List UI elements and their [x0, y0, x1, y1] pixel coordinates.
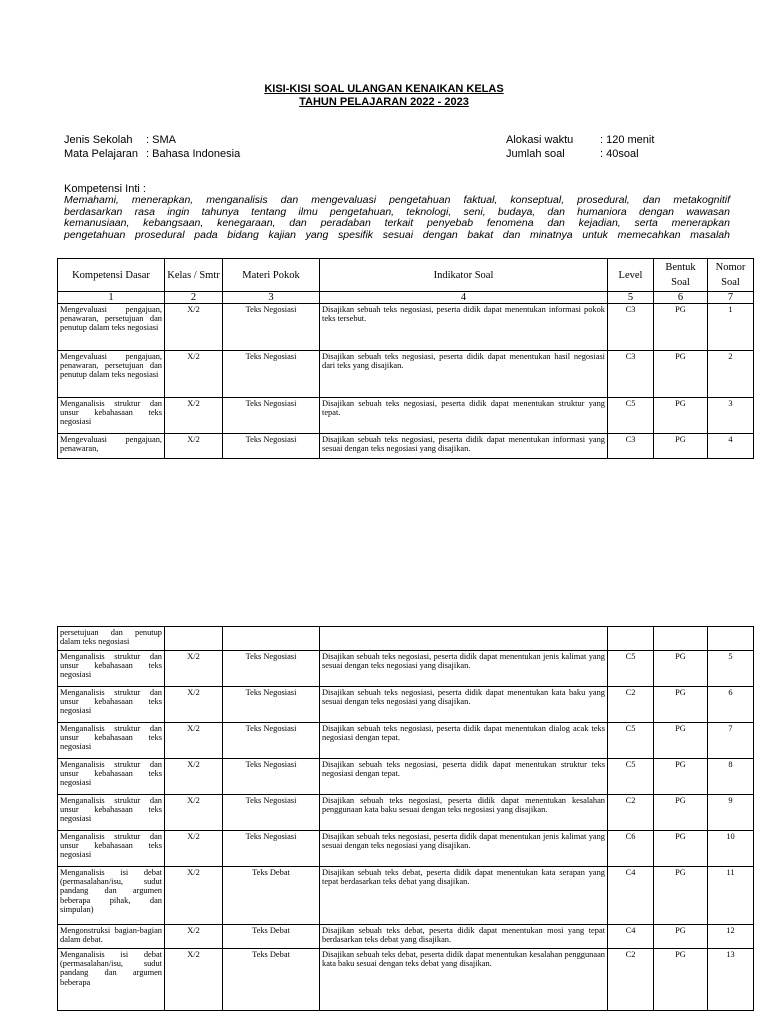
- cell-kompetensi-dasar: persetujuan dan penutup dalam teks negosiasi: [58, 627, 165, 651]
- cell-kompetensi-dasar: Menganalisis struktur dan unsur kebahasaan teks negosiasi: [58, 831, 165, 867]
- column-number: 6: [654, 292, 708, 304]
- cell-nomor-soal: 8: [708, 759, 754, 795]
- header-indikator-soal: Indikator Soal: [320, 259, 608, 292]
- cell-indikator-soal: Disajikan sebuah teks negosiasi, peserta didik dapat menentukan informasi pokok teks tersebut.: [320, 304, 608, 351]
- cell-nomor-soal: 13: [708, 949, 754, 1011]
- cell-materi-pokok: Teks Negosiasi: [223, 723, 320, 759]
- cell-materi-pokok: Teks Negosiasi: [223, 687, 320, 723]
- cell-kompetensi-dasar: Menganalisis struktur dan unsur kebahasaan teks negosiasi: [58, 759, 165, 795]
- cell-indikator-soal: Disajikan sebuah teks negosiasi, peserta didik dapat menentukan struktur yang tepat.: [320, 398, 608, 434]
- cell-kelas-smtr: X/2: [165, 651, 223, 687]
- table-row: [58, 949, 754, 1011]
- table-row: [58, 687, 754, 723]
- column-number: 7: [708, 292, 754, 304]
- cell-indikator-soal: Disajikan sebuah teks negosiasi, peserta didik dapat menentukan informasi yang sesuai dengan teks negosiasi yang disajikan.: [320, 434, 608, 459]
- cell-kompetensi-dasar: Mengevaluasi pengajuan, penawaran, persetujuan dan penutup dalam teks negosiasi: [58, 351, 165, 398]
- cell-materi-pokok: Teks Negosiasi: [223, 434, 320, 459]
- cell-level: C2: [608, 687, 654, 723]
- cell-kompetensi-dasar: Menganalisis struktur dan unsur kebahasaan teks negosiasi: [58, 795, 165, 831]
- cell-level: C5: [608, 651, 654, 687]
- cell-bentuk-soal: PG: [654, 351, 708, 398]
- kisi-kisi-table-page-1: [57, 258, 754, 459]
- header-nomor-soal: Nomor Soal: [708, 259, 754, 292]
- cell-kelas-smtr: X/2: [165, 925, 223, 949]
- table-row: [58, 304, 754, 351]
- column-number: 1: [58, 292, 165, 304]
- cell-nomor-soal: 3: [708, 398, 754, 434]
- cell-nomor-soal: [708, 627, 754, 651]
- header-materi-pokok: Materi Pokok: [223, 259, 320, 292]
- cell-bentuk-soal: PG: [654, 723, 708, 759]
- cell-kelas-smtr: X/2: [165, 831, 223, 867]
- title-line-1: KISI-KISI SOAL ULANGAN KENAIKAN KELAS: [264, 83, 504, 95]
- cell-indikator-soal: Disajikan sebuah teks debat, peserta didik dapat menentukan mosi yang tepat berdasarkan teks debat yang disajikan.: [320, 925, 608, 949]
- cell-kompetensi-dasar: Menganalisis struktur dan unsur kebahasaan teks negosiasi: [58, 723, 165, 759]
- cell-bentuk-soal: PG: [654, 434, 708, 459]
- alokasi-label: Alokasi waktu: [506, 134, 574, 146]
- cell-materi-pokok: Teks Negosiasi: [223, 398, 320, 434]
- cell-kelas-smtr: X/2: [165, 304, 223, 351]
- jenis-sekolah-value: : SMA: [146, 134, 176, 146]
- document-title: [0, 83, 768, 109]
- table-row: [58, 651, 754, 687]
- cell-bentuk-soal: PG: [654, 949, 708, 1011]
- cell-materi-pokok: Teks Negosiasi: [223, 304, 320, 351]
- cell-materi-pokok: Teks Negosiasi: [223, 651, 320, 687]
- title-line-2: TAHUN PELAJARAN 2022 - 2023: [299, 96, 469, 108]
- cell-kompetensi-dasar: Menganalisis isi debat (permasalahan/isu, sudut pandang dan argumen beberapa: [58, 949, 165, 1011]
- cell-level: C3: [608, 304, 654, 351]
- cell-kompetensi-dasar: Menganalisis struktur dan unsur kebahasaan teks negosiasi: [58, 398, 165, 434]
- cell-level: C5: [608, 759, 654, 795]
- cell-indikator-soal: Disajikan sebuah teks negosiasi, peserta didik dapat menentukan dialog acak teks negosiasi dengan tepat.: [320, 723, 608, 759]
- cell-indikator-soal: Disajikan sebuah teks negosiasi, peserta didik dapat menentukan jenis kalimat yang sesuai dengan teks negosiasi yang disajikan.: [320, 831, 608, 867]
- cell-indikator-soal: Disajikan sebuah teks negosiasi, peserta didik dapat menentukan jenis kalimat yang sesuai dengan teks negosiasi yang disajikan.: [320, 651, 608, 687]
- cell-level: C2: [608, 949, 654, 1011]
- cell-kelas-smtr: [165, 627, 223, 651]
- cell-materi-pokok: Teks Debat: [223, 867, 320, 925]
- cell-kelas-smtr: X/2: [165, 795, 223, 831]
- cell-nomor-soal: 1: [708, 304, 754, 351]
- cell-level: C6: [608, 831, 654, 867]
- column-number: 3: [223, 292, 320, 304]
- cell-kelas-smtr: X/2: [165, 723, 223, 759]
- cell-kompetensi-dasar: Menganalisis struktur dan unsur kebahasaan teks negosiasi: [58, 687, 165, 723]
- mata-pelajaran-label: Mata Pelajaran: [64, 148, 138, 160]
- cell-kelas-smtr: X/2: [165, 434, 223, 459]
- table-row: [58, 398, 754, 434]
- cell-level: C3: [608, 351, 654, 398]
- cell-kompetensi-dasar: Menganalisis isi debat (permasalahan/isu, sudut pandang dan argumen beberapa pihak, dan simpulan): [58, 867, 165, 925]
- cell-level: C4: [608, 925, 654, 949]
- table-row: [58, 627, 754, 651]
- cell-bentuk-soal: PG: [654, 398, 708, 434]
- kompetensi-inti-label: Kompetensi Inti :: [64, 183, 146, 195]
- table-row: [58, 867, 754, 925]
- cell-materi-pokok: Teks Debat: [223, 949, 320, 1011]
- column-number: 4: [320, 292, 608, 304]
- cell-level: [608, 627, 654, 651]
- cell-materi-pokok: [223, 627, 320, 651]
- cell-indikator-soal: Disajikan sebuah teks negosiasi, peserta didik dapat menentukan kata baku yang sesuai dengan teks negosiasi yang disajikan.: [320, 687, 608, 723]
- cell-kompetensi-dasar: Mengevaluasi pengajuan, penawaran, persetujuan dan penutup dalam teks negosiasi: [58, 304, 165, 351]
- kompetensi-inti-line: berdasarkan rasa ingin tahunya tentang ilmu pengetahuan, teknologi, seni, budaya, dan humaniora dengan wawasan: [64, 205, 730, 218]
- cell-kelas-smtr: X/2: [165, 949, 223, 1011]
- cell-materi-pokok: Teks Negosiasi: [223, 795, 320, 831]
- cell-kompetensi-dasar: Mengonstruksi bagian-bagian dalam debat.: [58, 925, 165, 949]
- table-row: [58, 925, 754, 949]
- cell-bentuk-soal: PG: [654, 687, 708, 723]
- cell-level: C3: [608, 434, 654, 459]
- cell-nomor-soal: 11: [708, 867, 754, 925]
- cell-bentuk-soal: PG: [654, 651, 708, 687]
- jenis-sekolah-label: Jenis Sekolah: [64, 134, 133, 146]
- cell-kelas-smtr: X/2: [165, 351, 223, 398]
- cell-bentuk-soal: PG: [654, 795, 708, 831]
- cell-bentuk-soal: PG: [654, 304, 708, 351]
- cell-level: C4: [608, 867, 654, 925]
- cell-indikator-soal: [320, 627, 608, 651]
- cell-kelas-smtr: X/2: [165, 398, 223, 434]
- cell-kompetensi-dasar: Mengevaluasi pengajuan, penawaran,: [58, 434, 165, 459]
- cell-bentuk-soal: [654, 627, 708, 651]
- column-number: 5: [608, 292, 654, 304]
- cell-materi-pokok: Teks Negosiasi: [223, 759, 320, 795]
- cell-nomor-soal: 2: [708, 351, 754, 398]
- jumlah-soal-value: : 40soal: [600, 148, 639, 160]
- cell-nomor-soal: 12: [708, 925, 754, 949]
- cell-nomor-soal: 4: [708, 434, 754, 459]
- cell-kelas-smtr: X/2: [165, 759, 223, 795]
- school-info: [64, 133, 240, 161]
- cell-level: C2: [608, 795, 654, 831]
- header-bentuk-soal: Bentuk Soal: [654, 259, 708, 292]
- cell-indikator-soal: Disajikan sebuah teks debat, peserta didik dapat menentukan kesalahan penggunaan kata baku sesuai dengan teks debat yang disajikan.: [320, 949, 608, 1011]
- kompetensi-inti-line: kemanusiaan, kebangsaan, kenegaraan, dan peradaban terkait penyebab fenomena dan kejadian, serta menerapkan: [64, 217, 730, 229]
- cell-indikator-soal: Disajikan sebuah teks debat, peserta didik dapat menentukan kata serapan yang tepat berdasarkan teks debat yang disajikan.: [320, 867, 608, 925]
- cell-bentuk-soal: PG: [654, 925, 708, 949]
- header-kelas-smtr: Kelas / Smtr: [165, 259, 223, 292]
- cell-nomor-soal: 5: [708, 651, 754, 687]
- cell-bentuk-soal: PG: [654, 831, 708, 867]
- cell-nomor-soal: 7: [708, 723, 754, 759]
- kisi-kisi-table-page-2: [57, 626, 754, 1011]
- mata-pelajaran-value: : Bahasa Indonesia: [146, 148, 241, 160]
- alokasi-value: : 120 menit: [600, 134, 655, 146]
- cell-indikator-soal: Disajikan sebuah teks negosiasi, peserta didik dapat menentukan struktur teks negosiasi dengan tepat.: [320, 759, 608, 795]
- table-body-page-2: [58, 627, 754, 1011]
- jumlah-soal-label: Jumlah soal: [506, 148, 565, 160]
- cell-bentuk-soal: PG: [654, 759, 708, 795]
- cell-materi-pokok: Teks Negosiasi: [223, 831, 320, 867]
- cell-nomor-soal: 10: [708, 831, 754, 867]
- table-row: [58, 434, 754, 459]
- cell-kelas-smtr: X/2: [165, 867, 223, 925]
- cell-nomor-soal: 6: [708, 687, 754, 723]
- header-level: Level: [608, 259, 654, 292]
- cell-indikator-soal: Disajikan sebuah teks negosiasi, peserta didik dapat menentukan kesalahan penggunaan kata baku sesuai dengan teks negosiasi yang disajikan.: [320, 795, 608, 831]
- cell-level: C5: [608, 723, 654, 759]
- kompetensi-inti-line: pengetahuan prosedural pada bidang kajian yang spesifik sesuai dengan bakat dan minatnya untuk memecahkan masalah: [64, 228, 730, 241]
- cell-materi-pokok: Teks Negosiasi: [223, 351, 320, 398]
- column-number: 2: [165, 292, 223, 304]
- cell-kompetensi-dasar: Menganalisis struktur dan unsur kebahasaan teks negosiasi: [58, 651, 165, 687]
- table-row: [58, 723, 754, 759]
- cell-materi-pokok: Teks Debat: [223, 925, 320, 949]
- cell-kelas-smtr: X/2: [165, 687, 223, 723]
- exam-info: [506, 133, 654, 161]
- cell-indikator-soal: Disajikan sebuah teks negosiasi, peserta didik dapat menentukan hasil negosiasi dari teks yang disajikan.: [320, 351, 608, 398]
- cell-level: C5: [608, 398, 654, 434]
- cell-bentuk-soal: PG: [654, 867, 708, 925]
- cell-nomor-soal: 9: [708, 795, 754, 831]
- table-body-page-1: [58, 304, 754, 459]
- kompetensi-inti-text: [64, 195, 730, 241]
- table-row: [58, 831, 754, 867]
- kompetensi-inti-line: Memahami, menerapkan, menganalisis dan mengevaluasi pengetahuan faktual, konseptual, prosedural, dan metakognitif: [64, 194, 730, 206]
- header-kompetensi-dasar: Kompetensi Dasar: [58, 259, 165, 292]
- table-row: [58, 351, 754, 398]
- table-row: [58, 795, 754, 831]
- table-row: [58, 759, 754, 795]
